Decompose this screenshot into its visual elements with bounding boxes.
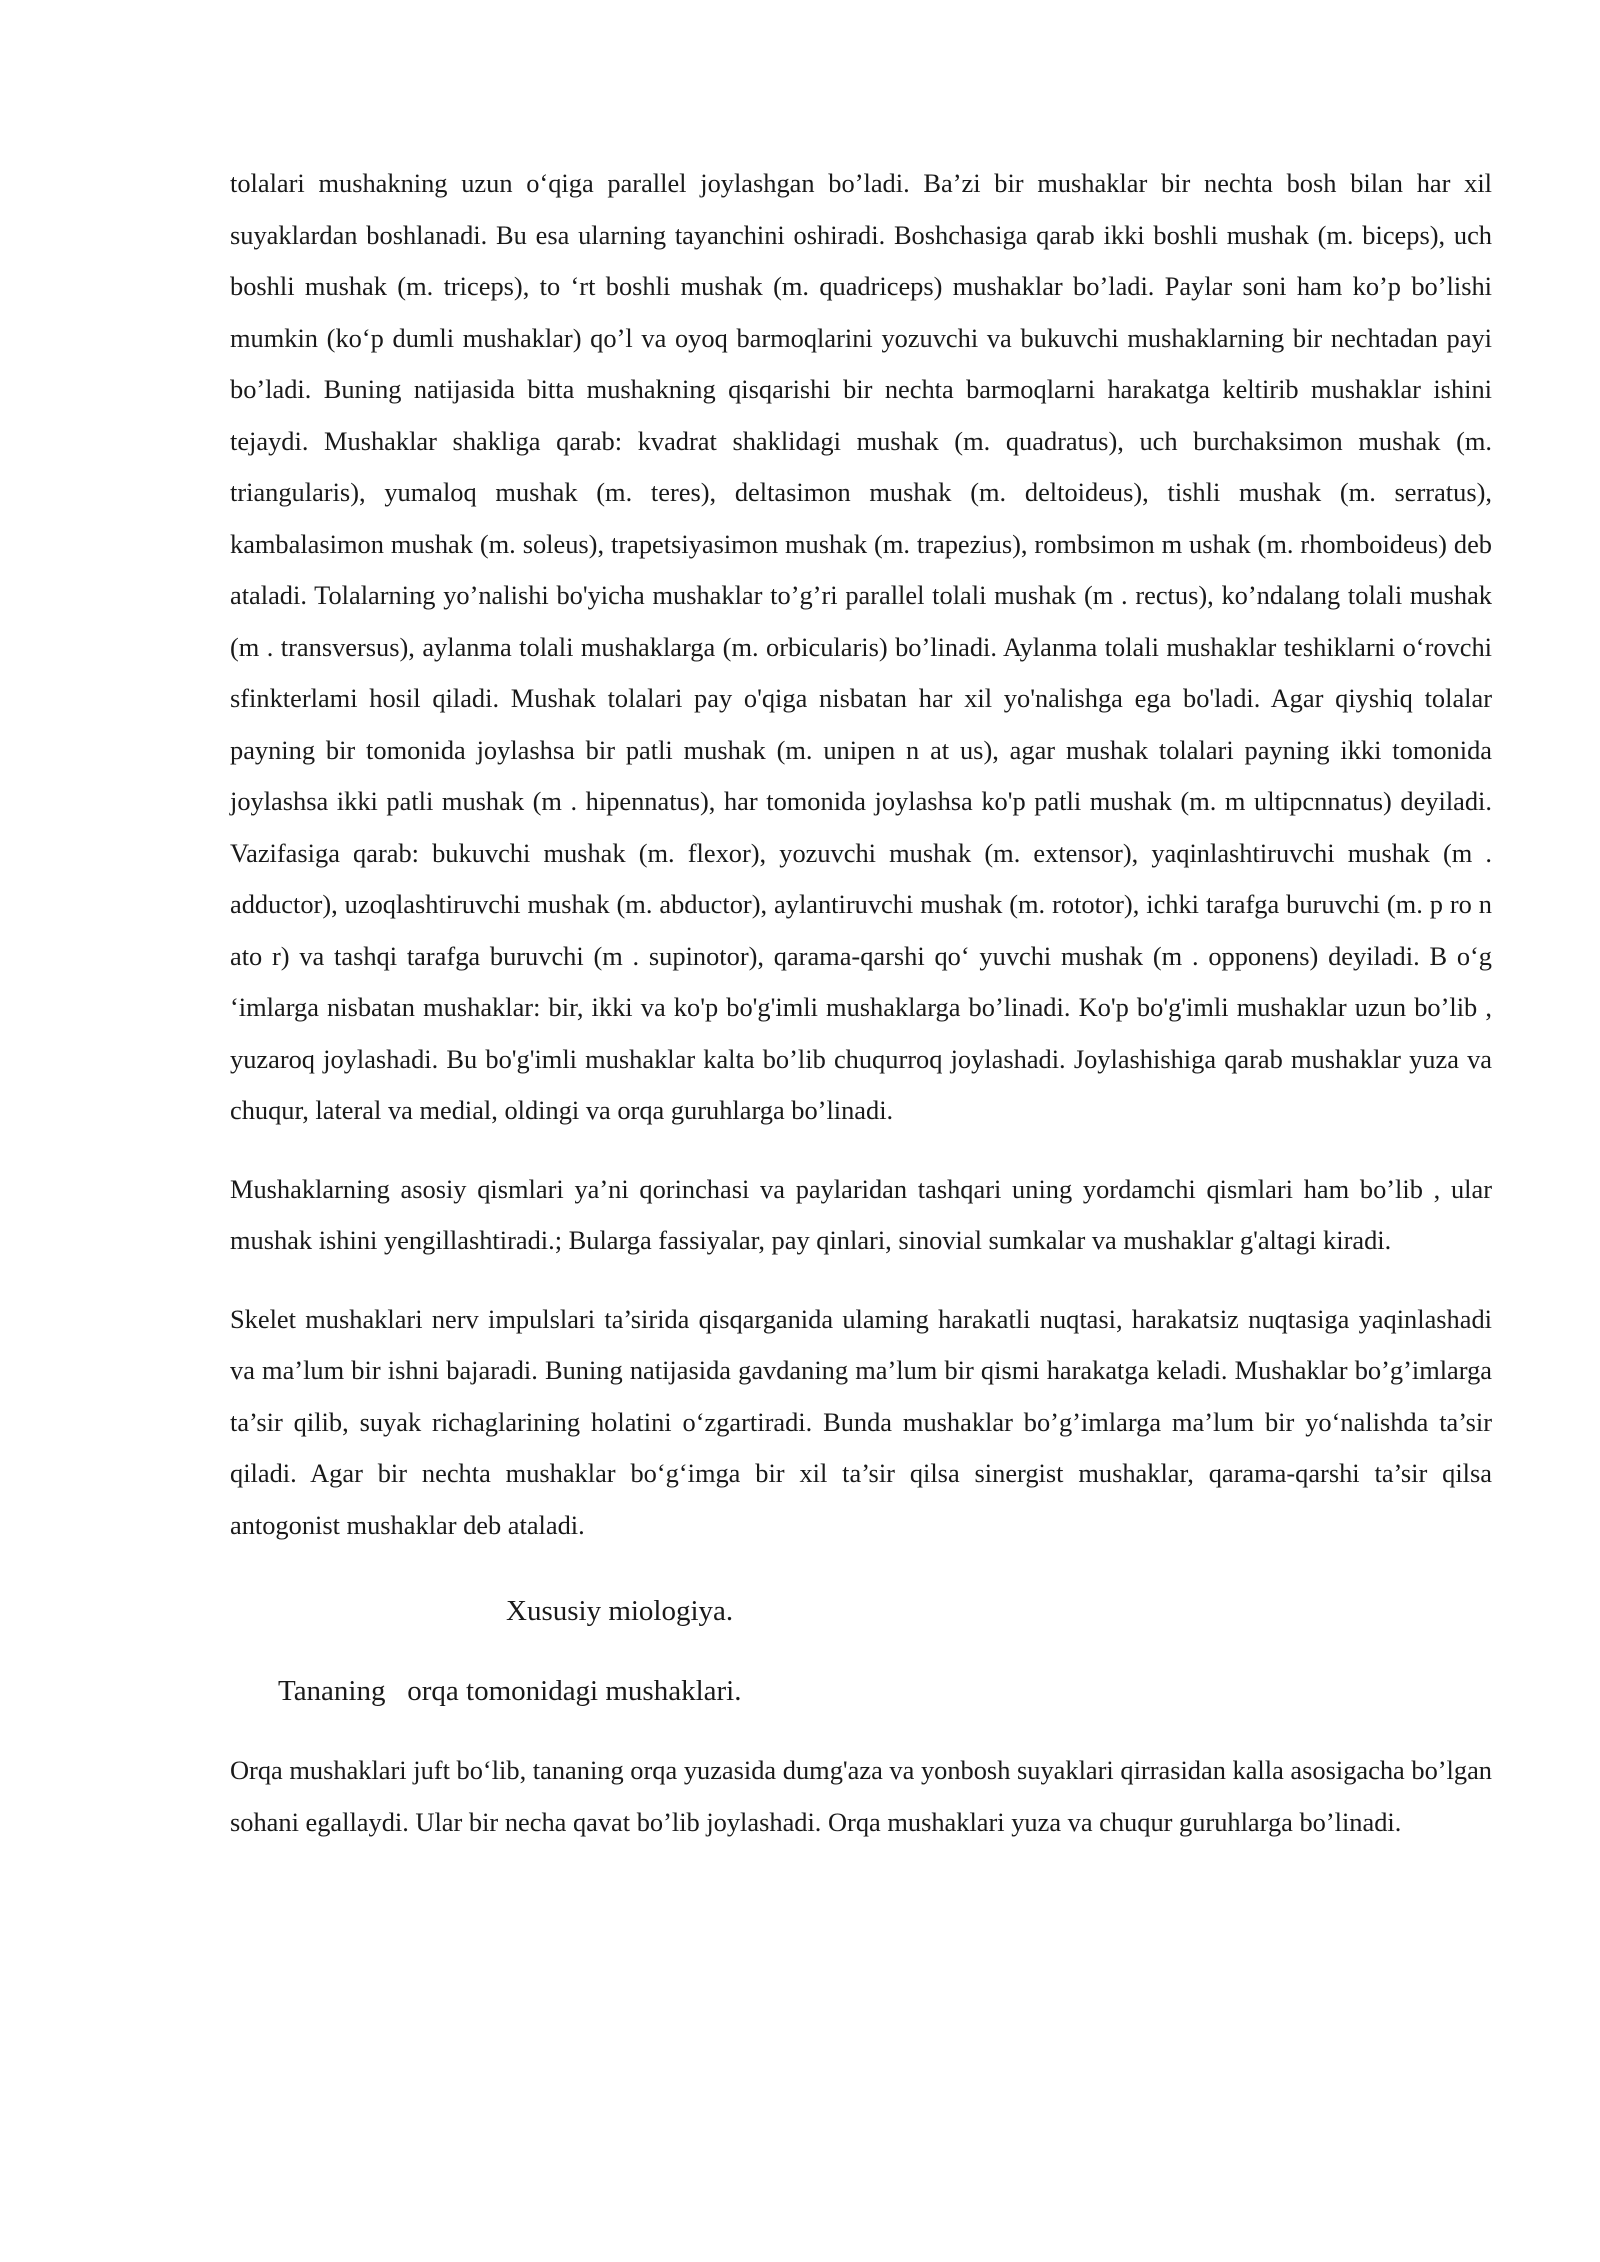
paragraph-auxiliary-parts: Mushaklarning asosiy qismlari ya’ni qorinchasi va paylaridan tashqari uning yordamchi qismlari ham bo’lib , ular mushak ishini yengillashtiradi.; Bularga fassiyalar, pay qinlari, sinovial sumkalar va mushaklar g'altagi kiradi.: [230, 1173, 1492, 1255]
document-page: [230, 158, 1492, 1848]
subsection-heading: Tananing orqa tomonidagi mushaklari.: [278, 1675, 742, 1707]
paragraph-muscle-action: Skelet mushaklari nerv impulslari ta’sirida qisqarganida ulaming harakatli nuqtasi, harakatsiz nuqtasiga yaqinlashadi va ma’lum bir ishni bajaradi. Buning natijasida gavdaning ma’lum bir qismi harakatga keladi. Mushaklar bo’g’imlarga ta’sir qilib, suyak richaglarining holatini o‘zgartiradi. Bunda mushaklar bo’g’imlarga ma’lum bir yo‘nalishda ta’sir qiladi. Agar bir nechta mushaklar bo‘g‘imga bir xil ta’sir qilsa sinergist mushaklar, qarama-qarshi ta’sir qilsa antogonist mushaklar deb ataladi.: [230, 1303, 1492, 1540]
paragraph-muscle-classification: tolalari mushakning uzun o‘qiga parallel joylashgan bo’ladi. Ba’zi bir mushaklar bir nechta bosh bilan har xil suyaklardan boshlanadi. Bu esa ularning tayanchini oshiradi. Boshchasiga qarab ikki boshli mushak (m. biceps), uch boshli mushak (m. triceps), to ‘rt boshli mushak (m. quadriceps) mushaklar bo’ladi. Paylar soni ham ko’p bo’lishi mumkin (ko‘p dumli mushaklar) qo’l va oyoq barmoqlarini yozuvchi va bukuvchi mushaklarning bir nechtadan payi bo’ladi. Buning natijasida bitta mushakning qisqarishi bir nechta barmoqlarni harakatga keltirib mushaklar ishini tejaydi. Mushaklar shakliga qarab: kvadrat shaklidagi mushak (m. quadratus), uch burchaksimon mushak (m. triangularis), yumaloq mushak (m. teres), deltasimon mushak (m. deltoideus), tishli mushak (m. serratus), kambalasimon mushak (m. soleus), trapetsiyasimon mushak (m. trapezius), rombsimon m ushak (m. rhomboideus) deb ataladi. Tolalarning yo’nalishi bo'yicha mushaklar to’g’ri parallel tolali mushak (m . rectus), ko’ndalang tolali mushak (m . transversus), aylanma tolali mushaklarga (m. orbicularis) bo’linadi. Aylanma tolali mushaklar teshiklarni o‘rovchi sfinkterlami hosil qiladi. Mushak tolalari pay o'qiga nisbatan har xil yo'nalishga ega bo'ladi. Agar qiyshiq tolalar payning bir tomonida joylashsa bir patli mushak (m. unipen n at us), agar mushak tolalari payning ikki tomonida joylashsa ikki patli mushak (m . hipennatus), har tomonida joylashsa ko'p patli mushak (m. m ultipcnnatus) deyiladi. Vazifasiga qarab: bukuvchi mushak (m. flexor), yozuvchi mushak (m. extensor), yaqinlashtiruvchi mushak (m . adductor), uzoqlashtiruvchi mushak (m. abductor), aylantiruvchi mushak (m. rototor), ichki tarafga buruvchi (m. p ro n ato r) va tashqi tarafga buruvchi (m . supinotor), qarama-qarshi qo‘ yuvchi mushak (m . opponens) deyiladi. B o‘g ‘imlarga nisbatan mushaklar: bir, ikki va ko'p bo'g'imli mushaklarga bo’linadi. Ko'p bo'g'imli mushaklar uzun bo’lib , yuzaroq joylashadi. Bu bo'g'imli mushaklar kalta bo’lib chuqurroq joylashadi. Joylashishiga qarab mushaklar yuza va chuqur, lateral va medial, oldingi va orqa guruhlarga bo’linadi.: [230, 168, 1492, 1125]
section-heading: Xususiy miologiya.: [506, 1595, 734, 1627]
paragraph-back-muscles: Orqa mushaklari juft bo‘lib, tananing orqa yuzasida dumg'aza va yonbosh suyaklari qirrasidan kalla asosigacha bo’lgan sohani egallaydi. Ular bir necha qavat bo’lib joylashadi. Orqa mushaklari yuza va chuqur guruhlarga bo’linadi.: [230, 1755, 1492, 1837]
